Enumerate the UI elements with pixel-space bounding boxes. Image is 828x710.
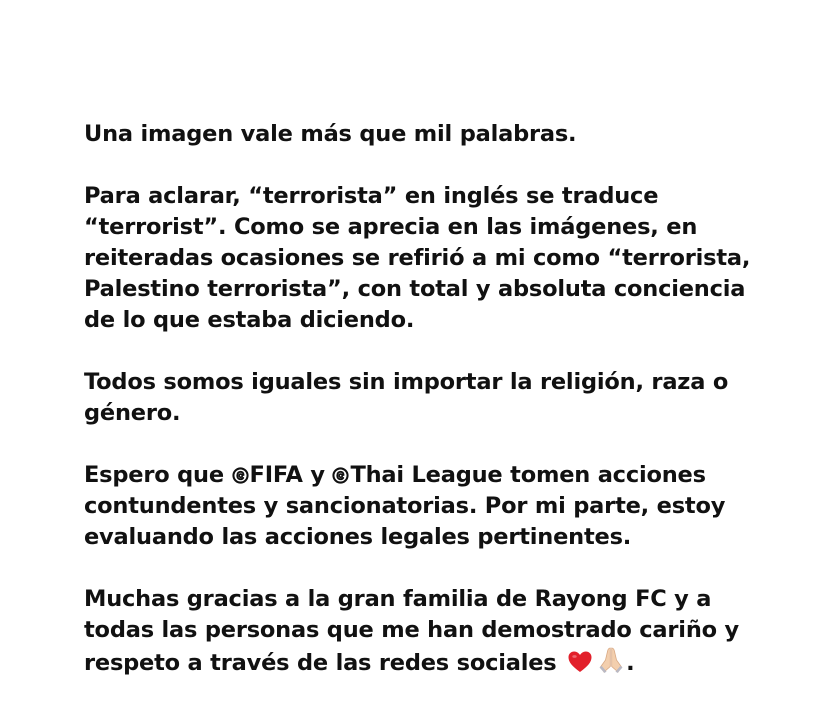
paragraph-5 [84, 584, 774, 679]
text-segment: . [626, 650, 635, 676]
threads-mention-icon [332, 467, 349, 484]
paragraph-3 [84, 367, 774, 429]
mention-fifa[interactable] [232, 462, 303, 488]
paragraph-1 [84, 119, 774, 150]
story-text [84, 119, 774, 710]
text-line-with-emoji [84, 646, 774, 679]
text-line-with-mentions [84, 460, 774, 491]
text-segment: respeto a través de las redes sociales [84, 650, 565, 676]
text-line: reiteradas ocasiones se refirió a mi como “terrorista, [84, 245, 751, 271]
text-line: Todos somos iguales sin importar la religión, raza o [84, 369, 729, 395]
text-line: de lo que estaba diciendo. [84, 307, 415, 333]
mention-label: Thai League [350, 462, 503, 488]
text-line: contundentes y sancionatorias. Por mi parte, estoy [84, 493, 726, 519]
text-line: evaluando las acciones legales pertinentes. [84, 524, 632, 550]
red-heart-icon [567, 650, 593, 674]
mention-thai-league[interactable] [332, 462, 502, 488]
text-line: Para aclarar, “terrorista” en inglés se traduce [84, 183, 659, 209]
text-line: “terrorist”. Como se aprecia en las imágenes, en [84, 214, 698, 240]
text-line: Una imagen vale más que mil palabras. [84, 121, 577, 147]
paragraph-4 [84, 460, 774, 553]
text-segment: tomen acciones [502, 462, 706, 488]
text-segment: Espero que [84, 462, 232, 488]
text-line: Palestino terrorista”, con total y absoluta conciencia [84, 276, 746, 302]
text-line: todas las personas que me han demostrado cariño y [84, 617, 739, 643]
text-line: género. [84, 400, 181, 426]
threads-mention-icon [232, 467, 249, 484]
paragraph-2 [84, 181, 774, 336]
text-line: Muchas gracias a la gran familia de Rayong FC y a [84, 586, 712, 612]
praying-hands-icon [596, 646, 626, 674]
text-segment: y [302, 462, 333, 488]
mention-label: FIFA [249, 462, 303, 488]
